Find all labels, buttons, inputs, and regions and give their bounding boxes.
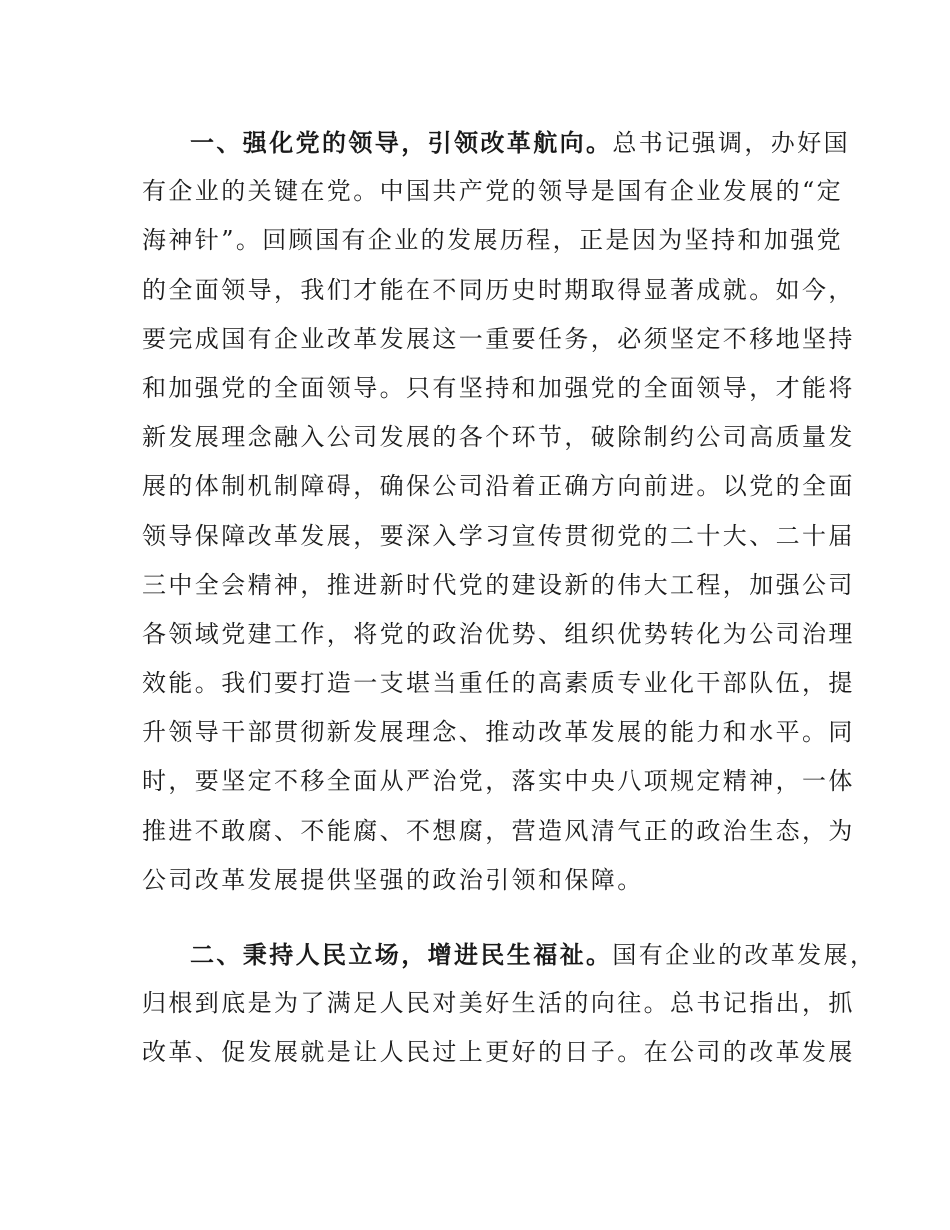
paragraph-line: 新发展理念融入公司发展的各个环节，破除制约公司高质量发 xyxy=(142,423,855,452)
paragraph-line: 有企业的关键在党。中国共产党的领导是国有企业发展的“定 xyxy=(142,177,844,206)
paragraph-line: 三中全会精神，推进新时代党的建设新的伟大工程，加强公司 xyxy=(142,570,855,599)
paragraph-first-line xyxy=(142,930,877,979)
paragraph-line: 海神针”。回顾国有企业的发展历程，正是因为坚持和加强党 xyxy=(142,226,844,255)
paragraph-party-leadership xyxy=(142,118,855,905)
paragraph-line: 领导保障改革发展，要深入学习宣传贯彻党的二十大、二十届 xyxy=(142,521,855,550)
paragraph-line: 推进不敢腐、不能腐、不想腐，营造风清气正的政治生态，为 xyxy=(142,816,855,845)
paragraph-people-livelihood xyxy=(142,930,877,1078)
paragraph-text: 总书记强调，办好国 xyxy=(612,129,851,157)
paragraph-last-line: 公司改革发展提供坚强的政治引领和保障。 xyxy=(142,865,644,894)
section-heading: 一、强化党的领导，引领改革航向。 xyxy=(190,128,613,157)
paragraph-line: 和加强党的全面领导。只有坚持和加强党的全面领导，才能将 xyxy=(142,373,855,402)
paragraph-first-line xyxy=(142,118,851,167)
paragraph-line: 时，要坚定不移全面从严治党，落实中央八项规定精神，一体 xyxy=(142,767,855,796)
section-heading: 二、秉持人民立场，增进民生福祉。 xyxy=(190,940,613,969)
paragraph-line: 展的体制机制障碍，确保公司沿着正确方向前进。以党的全面 xyxy=(142,472,855,501)
paragraph-line: 的全面领导，我们才能在不同历史时期取得显著成就。如今， xyxy=(142,275,855,304)
paragraph-line: 各领域党建工作，将党的政治优势、组织优势转化为公司治理 xyxy=(142,619,855,648)
paragraph-line: 归根到底是为了满足人民对美好生活的向往。总书记指出，抓 xyxy=(142,989,855,1018)
paragraph-line: 效能。我们要打造一支堪当重任的高素质专业化干部队伍，提 xyxy=(142,669,855,698)
paragraph-line: 改革、促发展就是让人民过上更好的日子。在公司的改革发展 xyxy=(142,1038,855,1067)
paragraph-line: 要完成国有企业改革发展这一重要任务，必须坚定不移地坚持 xyxy=(142,324,855,353)
paragraph-line: 升领导干部贯彻新发展理念、推动改革发展的能力和水平。同 xyxy=(142,718,855,747)
paragraph-text: 国有企业的改革发展， xyxy=(612,941,877,969)
